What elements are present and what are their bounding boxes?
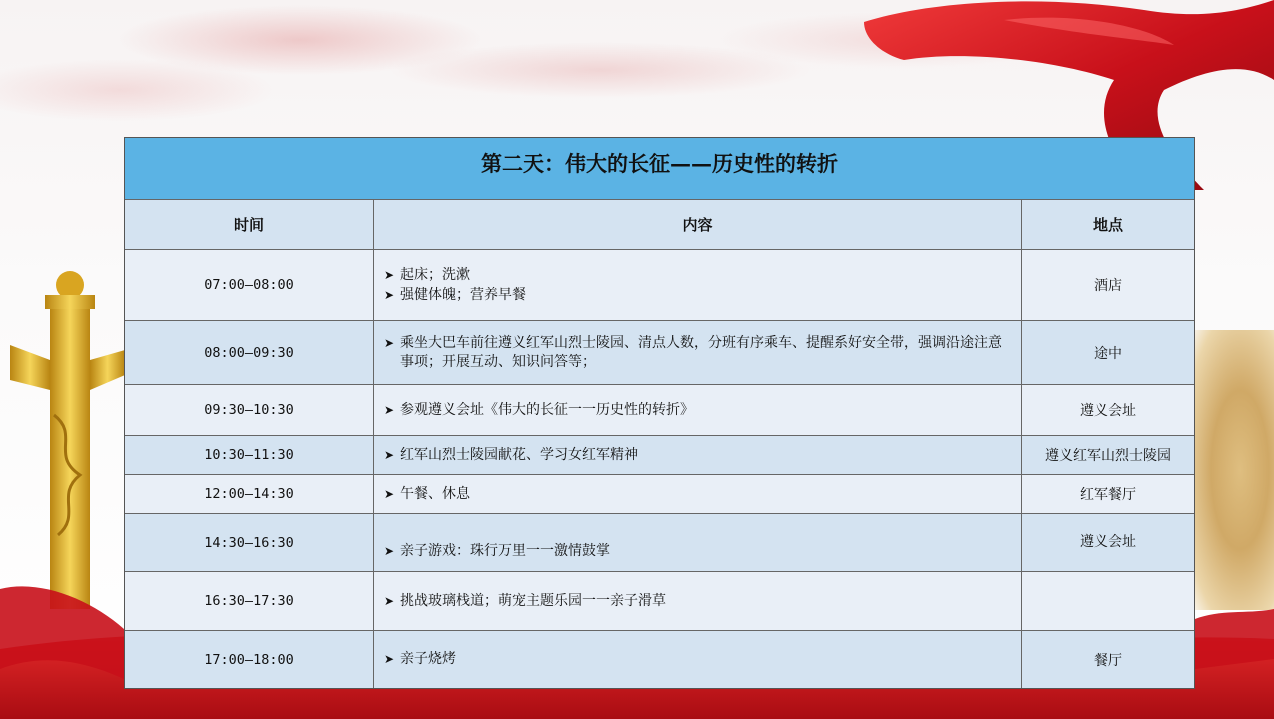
row-time: 17:00—18:00 <box>125 631 374 688</box>
content-line: ➤ 参观遵义会址《伟大的长征一一历史性的转折》 <box>384 401 694 418</box>
row-location <box>1022 572 1194 631</box>
arrowhead-bullet-icon: ➤ <box>384 486 395 501</box>
arrowhead-bullet-icon: ➤ <box>384 652 395 666</box>
row-time: 09:30—10:30 <box>125 385 374 436</box>
arrowhead-bullet-icon: ➤ <box>384 267 395 282</box>
row-location: 酒店 <box>1022 250 1194 321</box>
content-line: ➤ 亲子烧烤 <box>384 651 456 667</box>
schedule-title: 第二天：伟大的长征——历史性的转折 <box>125 138 1194 200</box>
row-location: 红军餐厅 <box>1022 475 1194 514</box>
content-line: ➤ 挑战玻璃栈道；萌宠主题乐园一一亲子滑草 <box>384 592 666 609</box>
arrowhead-bullet-icon: ➤ <box>384 335 395 350</box>
row-time: 14:30—16:30 <box>125 514 374 572</box>
row-location: 餐厅 <box>1022 631 1194 688</box>
content-line: ➤ 红军山烈士陵园献花、学习女红军精神 <box>384 446 638 463</box>
arrowhead-bullet-icon: ➤ <box>384 544 395 558</box>
row-content <box>374 436 1022 475</box>
arrowhead-bullet-icon: ➤ <box>384 593 395 608</box>
content-line: ➤ 午餐、休息 <box>384 485 470 502</box>
row-time: 07:00—08:00 <box>125 250 374 321</box>
content-line: ➤ 亲子游戏：珠行万里一一激情鼓掌 <box>384 543 610 559</box>
row-content <box>374 514 1022 572</box>
row-location: 遵义会址 <box>1022 514 1194 572</box>
content-line: ➤ 乘坐大巴车前往遵义红军山烈士陵园、清点人数，分班有序乘车、提醒系好安全带，强调沿途注意事项；开展互动、知识问答等； <box>384 334 1002 370</box>
arrowhead-bullet-icon: ➤ <box>384 402 395 417</box>
row-location: 遵义会址 <box>1022 385 1194 436</box>
row-time: 16:30—17:30 <box>125 572 374 631</box>
row-content <box>374 572 1022 631</box>
row-time: 10:30—11:30 <box>125 436 374 475</box>
arrowhead-bullet-icon: ➤ <box>384 447 395 462</box>
header-time: 时间 <box>125 200 374 250</box>
row-content <box>374 321 1022 385</box>
content-line: ➤ 起床；洗漱 <box>384 266 470 283</box>
arrowhead-bullet-icon: ➤ <box>384 287 395 302</box>
row-time: 12:00—14:30 <box>125 475 374 514</box>
header-location: 地点 <box>1022 200 1194 250</box>
content-line: ➤ 强健体魄；营养早餐 <box>384 286 526 303</box>
header-content: 内容 <box>374 200 1022 250</box>
row-content <box>374 631 1022 688</box>
row-location: 途中 <box>1022 321 1194 385</box>
row-content <box>374 475 1022 514</box>
row-time: 08:00—09:30 <box>125 321 374 385</box>
row-content <box>374 385 1022 436</box>
schedule-table <box>124 137 1195 689</box>
row-location: 遵义红军山烈士陵园 <box>1022 436 1194 475</box>
row-content <box>374 250 1022 321</box>
